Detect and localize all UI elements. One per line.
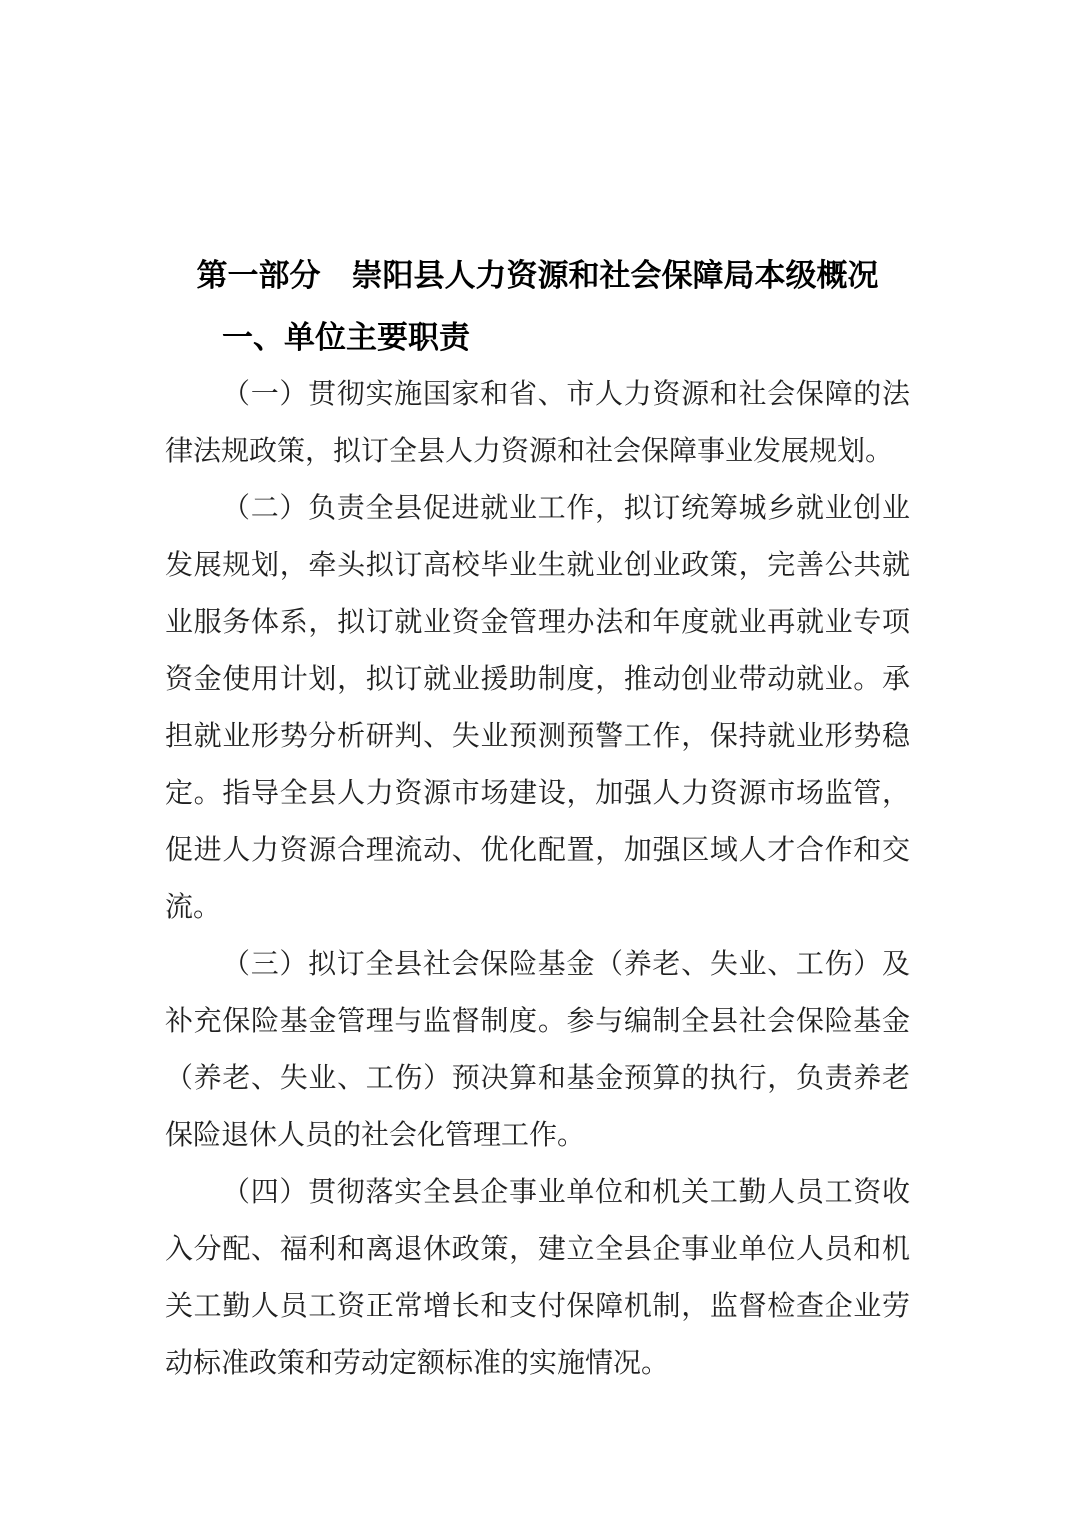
section-heading-main-duties: 一、单位主要职责: [222, 320, 470, 355]
document-content: [165, 243, 910, 1392]
paragraph-duty-4: （四）贯彻落实全县企事业单位和机关工勤人员工资收入分配、福利和离退休政策，建立全县企事业单位人员和机关工勤人员工资正常增长和支付保障机制，监督检查企业劳动标准政策和劳动定额标准的实施情况。: [165, 1177, 910, 1379]
paragraph-duty-2: （二）负责全县促进就业工作，拟订统筹城乡就业创业发展规划，牵头拟订高校毕业生就业创业政策，完善公共就业服务体系，拟订就业资金管理办法和年度就业再就业专项资金使用计划，拟订就业援助制度，推动创业带动就业。承担就业形势分析研判、失业预测预警工作，保持就业形势稳定。指导全县人力资源市场建设，加强人力资源市场监管，促进人力资源合理流动、优化配置，加强区域人才合作和交流。: [165, 493, 910, 923]
paragraph-duty-1: （一）贯彻实施国家和省、市人力资源和社会保障的法律法规政策，拟订全县人力资源和社会保障事业发展规划。: [165, 379, 910, 467]
paragraph-duty-3: （三）拟订全县社会保险基金（养老、失业、工伤）及补充保险基金管理与监督制度。参与编制全县社会保险基金（养老、失业、工伤）预决算和基金预算的执行，负责养老保险退休人员的社会化管理工作。: [165, 949, 910, 1151]
document-title: 第一部分 崇阳县人力资源和社会保障局本级概况: [196, 258, 879, 293]
